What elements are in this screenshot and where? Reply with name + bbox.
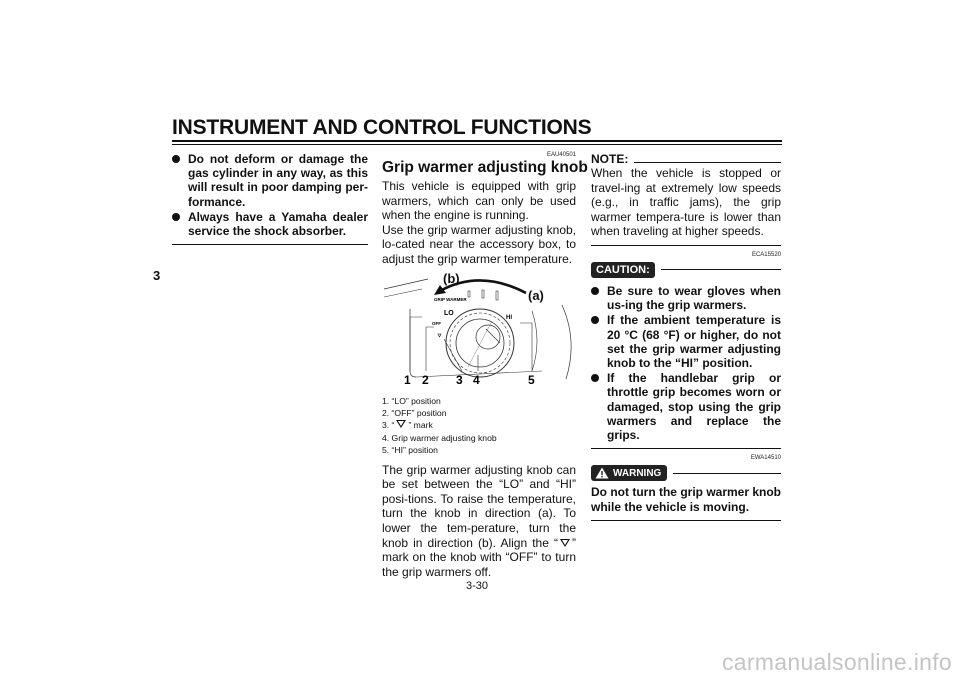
page-number: 3-30 (466, 580, 489, 592)
off-label: OFF (432, 320, 441, 326)
callout-number-1: 1 (404, 372, 411, 387)
note-text: When the vehicle is stopped or travel-ing at extremely low speeds (e.g., in traffic jams), the grip warmer tempera-ture is lower than when traveling at higher speeds. (591, 166, 781, 239)
instruction-paragraph: Use the grip warmer adjusting knob, lo-cated near the accessory box, to adjust the grip warmer temperature. (382, 222, 576, 266)
caution-badge: CAUTION: (591, 262, 655, 278)
list-item: If the ambient temperature is 20 °C (68 °F) or higher, do not set the grip warmer adjusting knob to the “HI” position. (591, 313, 781, 370)
list-item: If the handlebar grip or throttle grip becomes worn or damaged, stop using the grip warmers and replace the grips. (591, 371, 781, 442)
header-rule-thin (172, 144, 782, 145)
list-item: Always have a Yamaha dealer service the shock absorber. (172, 210, 368, 238)
section-end-rule (172, 244, 368, 245)
note-label: NOTE: (591, 152, 629, 166)
warning-end-rule (591, 520, 781, 521)
warning-rule (673, 473, 781, 474)
section-title: Grip warmer adjusting knob (382, 159, 588, 176)
callout-number-3: 3 (456, 372, 463, 387)
warning-text: Do not turn the grip warmer knob while the vehicle is moving. (591, 485, 782, 514)
caution-rule (661, 269, 781, 270)
caution-code: ECA15520 (751, 251, 781, 258)
list-item: Be sure to wear gloves when us-ing the grip warmers. (591, 284, 781, 312)
bullet-icon (172, 155, 180, 163)
callout-number-5: 5 (528, 372, 535, 387)
bullet-icon (172, 213, 180, 221)
lo-label: LO (444, 309, 454, 317)
note-end-rule (591, 245, 781, 246)
note-rule (634, 162, 781, 163)
bullet-icon (591, 374, 599, 382)
shock-absorber-warnings (172, 152, 368, 238)
grip-warmer-figure (382, 271, 576, 389)
caution-header (591, 262, 781, 278)
list-item: Do not deform or damage the gas cylinder in any way, as this will result in poor damping per-formance. (172, 152, 368, 209)
legend-item: 2. “OFF” position (382, 407, 447, 418)
warning-header (591, 465, 781, 481)
triangle-mark-icon (396, 420, 406, 428)
caution-end-rule (591, 448, 781, 449)
callout-b: (b) (443, 270, 460, 286)
bullet-icon (591, 316, 599, 324)
caution-list (591, 284, 781, 442)
legend-item: 4. Grip warmer adjusting knob (382, 432, 497, 443)
callout-a: (a) (528, 287, 544, 303)
section-code: EAU40501 (546, 152, 576, 158)
grip-warmer-illustration (382, 271, 576, 389)
intro-paragraph: This vehicle is equipped with grip warmers, which can only be used when the engine is running. (382, 179, 576, 223)
callout-number-4: 4 (473, 372, 480, 387)
warning-badge: WARNING (591, 465, 667, 481)
triangle-mark-icon (560, 539, 570, 547)
chapter-tab: 3 (153, 268, 161, 283)
column-middle (382, 152, 588, 579)
legend-item: 1. “LO” position (382, 395, 441, 406)
legend-item: 5. “HI” position (382, 445, 438, 456)
knob-label-text: GRIP WARMER (434, 296, 467, 302)
watermark: carmanualsonline.info (721, 649, 952, 675)
hi-label: HI (506, 314, 512, 321)
header-rule (172, 140, 782, 142)
warning-triangle-icon (595, 467, 609, 479)
bullet-icon (591, 287, 599, 295)
figure-legend (382, 395, 576, 457)
callout-number-2: 2 (422, 372, 429, 387)
warning-code: EWA14510 (750, 455, 781, 462)
note-header (591, 152, 781, 166)
page-title: INSTRUMENT AND CONTROL FUNCTIONS (172, 116, 592, 139)
operation-paragraph: The grip warmer adjusting knob can be set between the “LO” and “HI” posi-tions. To raise the temperature, turn the knob in direction (a). To lower the tem-perature, turn the knob in direction (b). Align the “ ” mark on the knob with “OFF” to turn the grip warmers off. (382, 462, 576, 579)
column-left (172, 152, 368, 245)
column-right (591, 152, 781, 521)
legend-item: 3. “ ” mark (382, 420, 433, 431)
